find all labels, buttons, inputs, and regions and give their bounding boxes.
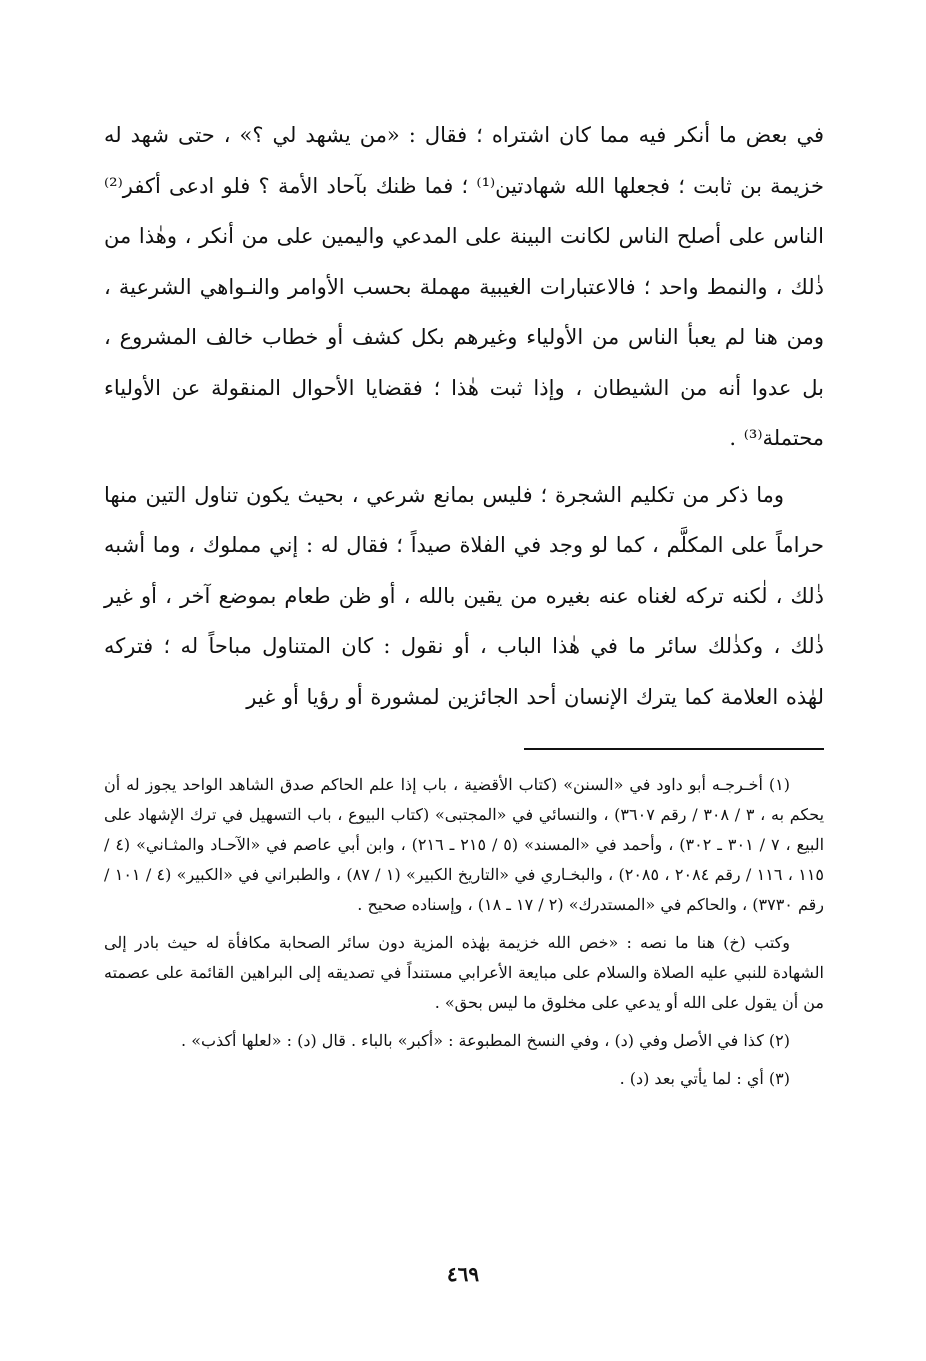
footnote-separator (524, 748, 824, 750)
paragraph-2: وما ذكر من تكليم الشجرة ؛ فليس بمانع شرعي ، بحيث يكون تناول التين منها حراماً على المكلَّم ، كما لو وجد في الفلاة صيداً ؛ فقال له : إني مملوك ، وما أشبه ذٰلك ، لٰكنه تركه لغناه عنه بغيره من يقين بالله ، أو ظن طعام بموضع آخر ، أو غير ذٰلك ، وكذٰلك سائر ما في هٰذا الباب ، أو نقول : كان المتناول مباحاً له ؛ فتركه لهٰذه العلامة كما يترك الإنسان أحد الجائزين لمشورة أو رؤيا أو غير (104, 482, 824, 709)
main-text (104, 110, 824, 722)
footnote-1: (١) أخـرجـه أبو داود في «السنن» (كتاب الأقضية ، باب إذا علم الحاكم صدق الشاهد الواحد يجوز له أن يحكم به ، ٣ / ٣٠٨ / رقم ٣٦٠٧) ، والنسائي في «المجتبى» (كتاب البيوع ، باب التسهيل في ترك الإشهاد على البيع ، ٧ / ٣٠١ ـ ٣٠٢) ، وأحمد في «المسند» (٥ / ٢١٥ ـ ٢١٦) ، وابن أبي عاصم في «الآحـاد والمثـاني» (٤ / ١١٥ ، ١١٦ / رقم ٢٠٨٤ ، ٢٠٨٥) ، والبخـاري في «التاريخ الكبير» (١ / ٨٧) ، والطبراني في «الكبير» (٤ / ١٠١ / رقم ٣٧٣٠) ، والحاكم في «المستدرك» (٢ / ١٧ ـ ١٨) ، وإسناده صحيح . (104, 775, 825, 914)
footnote-2: (٢) كذا في الأصل وفي (د) ، وفي النسخ المطبوعة : «أكبر» بالباء . قال (د) : «لعلها أكذب» . (181, 1031, 790, 1050)
footnotes (104, 770, 824, 1094)
footnote-1-note: وكتب (خ) هنا ما نصه : «خص الله خزيمة بهٰذه المزية دون سائر الصحابة مكافأة له حيث بادر إلى الشهادة للنبي عليه الصلاة والسلام على مبايعة الأعرابي مستنداً في تصديقه إلى البراهين القائمة على عصمته من أن يقول على الله أو يدعي على مخلوق ما ليس بحق» . (104, 933, 824, 1012)
paragraph-1: في بعض ما أنكر فيه مما كان اشتراه ؛ فقال : «من يشهد لي ؟» ، حتى شهد له خزيمة بن ثابت ؛ فجعلها الله شهادتين⁽¹⁾ ؛ فما ظنك بآحاد الأمة ؟ فلو ادعى أكفر⁽²⁾ الناس على أصلح الناس لكانت البينة على المدعي واليمين على من أنكر ، وهٰذا من ذٰلك ، والنمط واحد ؛ فالاعتبارات الغيبية مهملة بحسب الأوامر والنـواهي الشرعية ، ومن هنا لم يعبأ الناس من الأولياء وغيرهم بكل كشف أو خطاب خالف المشروع ، بل عدوا أنه من الشيطان ، وإذا ثبت هٰذا ؛ فقضايا الأحوال المنقولة عن الأولياء محتملة⁽³⁾ . (104, 123, 824, 450)
page-number: ٤٦٩ (446, 1262, 480, 1286)
footnote-3: (٣) أي : لما يأتي بعد (د) . (619, 1069, 790, 1088)
